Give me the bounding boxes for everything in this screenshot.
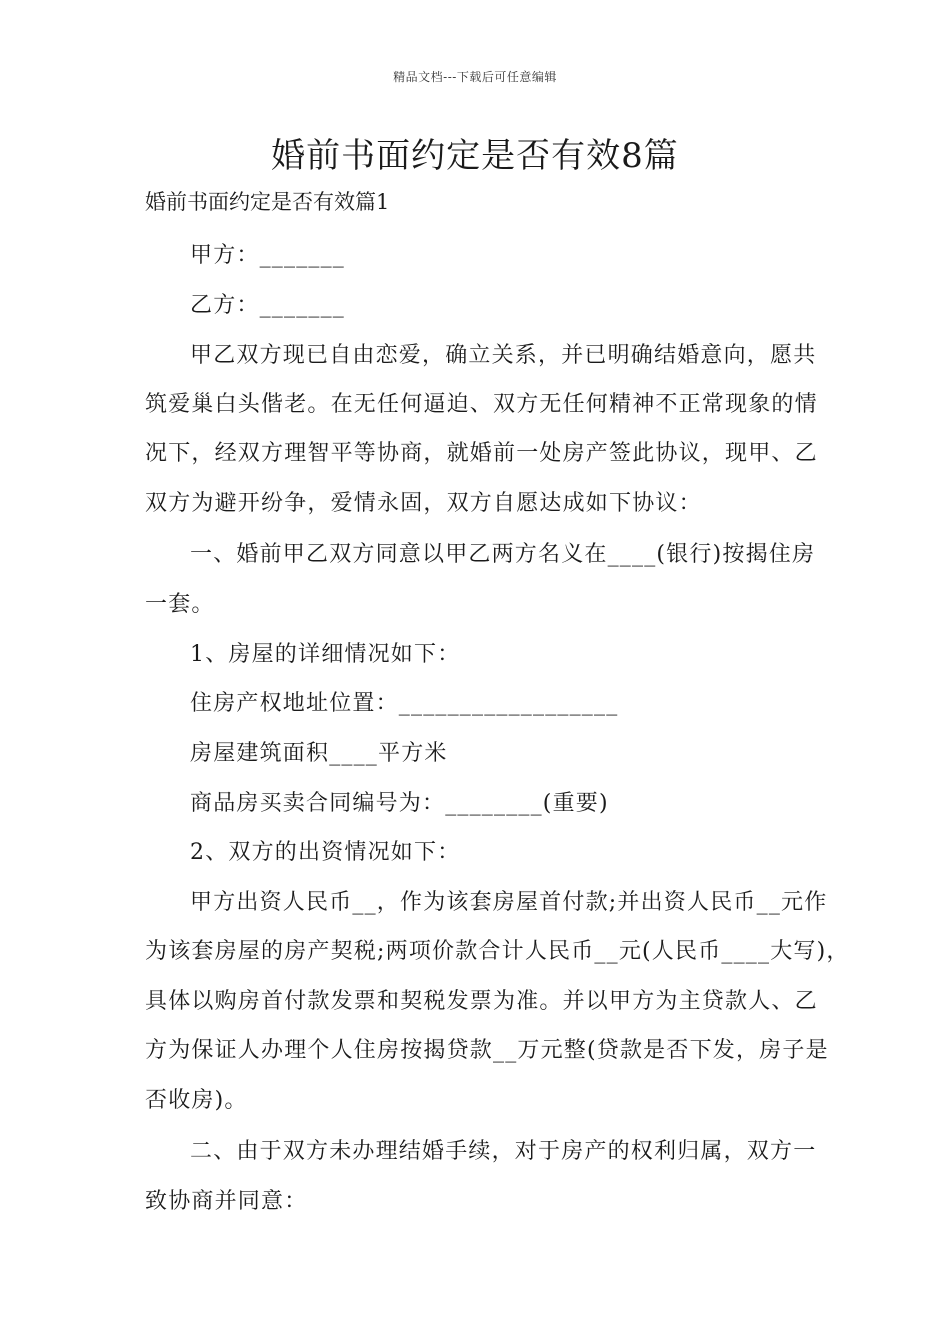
paragraph-line: 一、婚前甲乙双方同意以甲乙两方名义在____(银行)按揭住房 — [190, 542, 816, 567]
party-a-line: 甲方：_______ — [190, 243, 346, 268]
paragraph-line: 致协商并同意： — [145, 1189, 308, 1214]
section-heading: 婚前书面约定是否有效篇1 — [145, 190, 390, 214]
paragraph-line: 方为保证人办理个人住房按揭贷款__万元整(贷款是否下发，房子是 — [145, 1038, 829, 1063]
header-note: 精品文档---下载后可任意编辑 — [393, 70, 557, 84]
paragraph-line: 筑爱巢白头偕老。在无任何逼迫、双方无任何精神不正常现象的情 — [145, 392, 818, 417]
paragraph-line: 为该套房屋的房产契税;两项价款合计人民币__元(人民币____大写)， — [145, 939, 850, 964]
list-heading: 1、房屋的详细情况如下： — [190, 642, 461, 667]
paragraph-line: 双方为避开纷争，爱情永固，双方自愿达成如下协议： — [145, 491, 702, 516]
paragraph-line: 商品房买卖合同编号为：________(重要) — [190, 791, 609, 816]
paragraph-line: 一套。 — [145, 592, 215, 617]
paragraph-line: 具体以购房首付款发票和契税发票为准。并以甲方为主贷款人、乙 — [145, 989, 818, 1014]
paragraph-line: 房屋建筑面积____平方米 — [190, 741, 448, 766]
document-title: 婚前书面约定是否有效8篇 — [271, 136, 679, 176]
paragraph-line: 二、由于双方未办理结婚手续，对于房产的权利归属，双方一 — [190, 1139, 817, 1164]
paragraph-line: 否收房)。 — [145, 1088, 248, 1113]
paragraph-line: 甲方出资人民币__，作为该套房屋首付款;并出资人民币__元作 — [190, 890, 828, 915]
list-heading: 2、双方的出资情况如下： — [190, 840, 461, 865]
party-b-line: 乙方：_______ — [190, 293, 346, 318]
paragraph-line: 甲乙双方现已自由恋爱，确立关系，并已明确结婚意向，愿共 — [190, 343, 817, 368]
paragraph-line: 住房产权地址位置：__________________ — [190, 691, 619, 716]
paragraph-line: 况下，经双方理智平等协商，就婚前一处房产签此协议，现甲、乙 — [145, 441, 818, 466]
